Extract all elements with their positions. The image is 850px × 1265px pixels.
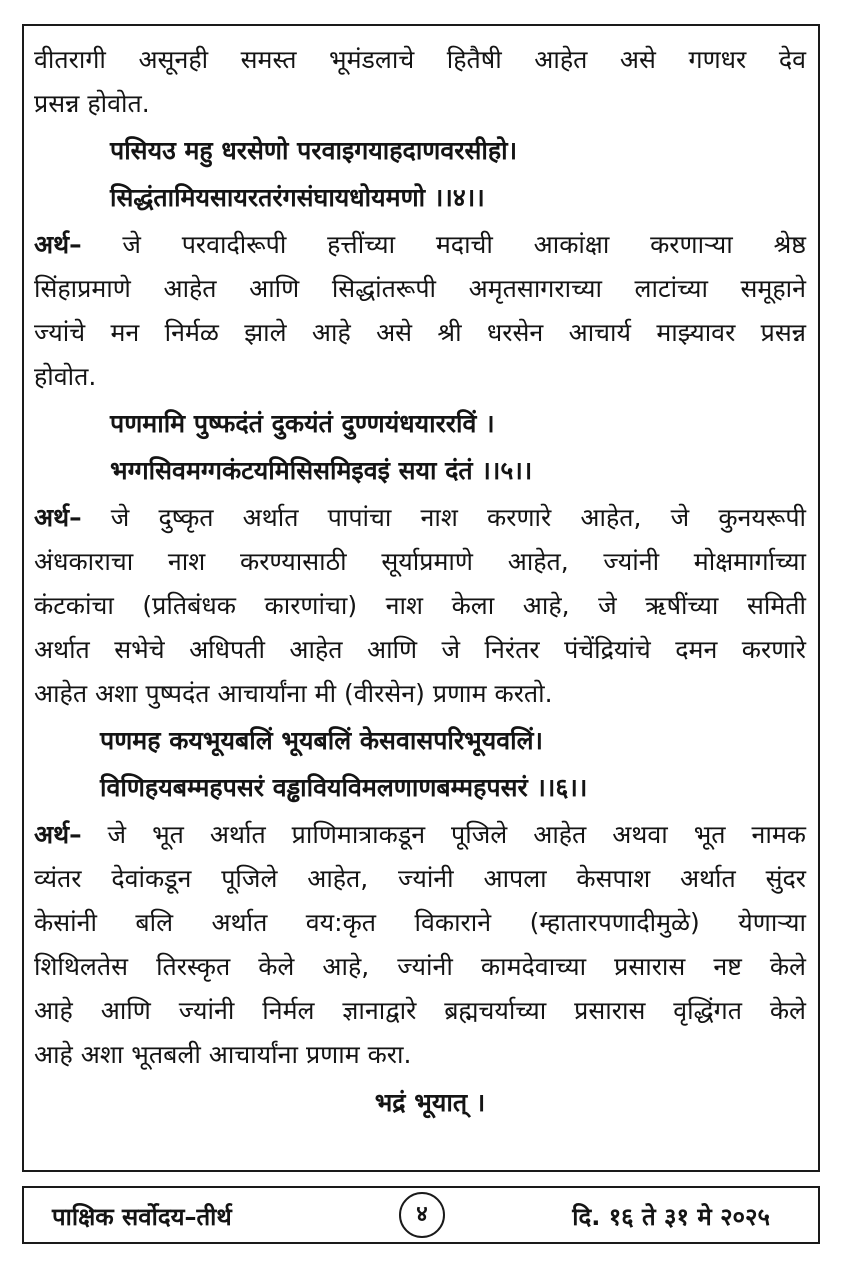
meaning-5-line: कंटकांचा (प्रतिबंधक कारणांचा) नाश केला आहे, जे ऋषींच्या समिती bbox=[34, 591, 806, 620]
verse-6-line-1: पणमह कयभूयबलिं भूयबलिं केसवासपरिभूयवलिं। bbox=[100, 726, 544, 755]
publication-name: पाक्षिक सर्वोदय–तीर्थ bbox=[52, 1203, 232, 1231]
verse-4-line-1: पसियउ महु धरसेणो परवाइगयाहदाणवरसीहो। bbox=[110, 136, 518, 165]
meaning-4-line: होवोत. bbox=[34, 362, 97, 391]
meaning-6-line: आहे अशा भूतबली आचार्यांना प्रणाम करा. bbox=[34, 1040, 412, 1069]
closing-blessing: भद्रं भूयात् । bbox=[374, 1088, 486, 1117]
meaning-4-line: ज्यांचे मन निर्मळ झाले आहे असे श्री धरसेन आचार्य माझ्यावर प्रसन्न bbox=[34, 318, 806, 347]
page-content bbox=[34, 38, 806, 1125]
artha-label: अर्थ– bbox=[34, 503, 82, 532]
meaning-5-line: अर्थ– जे दुष्कृत अर्थात पापांचा नाश करणारे आहेत, जे कुनयरूपी bbox=[34, 503, 806, 532]
verse-4-line-2: सिद्धंतामियसायरतरंगसंघायधोयमणो ।।४।। bbox=[110, 183, 485, 212]
page-number: ४ bbox=[399, 1192, 445, 1238]
verse-5-line-1: पणमामि पुष्फदंतं दुकयंतं दुण्णयंधयाररविं । bbox=[110, 409, 495, 438]
page-footer bbox=[22, 1186, 820, 1244]
verse-5-line-2: भग्गसिवमग्गकंटयमिसिसमिइवइं सया दंतं ।।५।। bbox=[110, 456, 533, 485]
intro-line: प्रसन्न होवोत. bbox=[34, 89, 150, 118]
meaning-6-line: शिथिलतेस तिरस्कृत केले आहे, ज्यांनी कामदेवाच्या प्रसारास नष्ट केले bbox=[34, 952, 806, 981]
artha-label: अर्थ– bbox=[34, 230, 82, 259]
meaning-4-line: अर्थ– जे परवादीरूपी हत्तींच्या मदाची आकांक्षा करणाऱ्या श्रेष्ठ bbox=[34, 230, 806, 259]
meaning-6-line: आहे आणि ज्यांनी निर्मल ज्ञानाद्वारे ब्रह्मचर्याच्या प्रसारास वृद्धिंगत केले bbox=[34, 996, 806, 1025]
meaning-5-line: आहेत अशा पुष्पदंत आचार्यांना मी (वीरसेन) प्रणाम करतो. bbox=[34, 679, 553, 708]
meaning-6-line: अर्थ– जे भूत अर्थात प्राणिमात्राकडून पूजिले आहेत अथवा भूत नामक bbox=[34, 820, 806, 849]
verse-6-line-2: विणिहयबम्महपसरं वड्ढावियविमलणाणबम्महपसरं ।।६।। bbox=[100, 773, 588, 802]
meaning-5-line: अर्थात सभेचे अधिपती आहेत आणि जे निरंतर पंचेंद्रियांचे दमन करणारे bbox=[34, 635, 806, 664]
intro-line: वीतरागी असूनही समस्त भूमंडलाचे हितैषी आहेत असे गणधर देव bbox=[34, 45, 806, 74]
meaning-6-line: व्यंतर देवांकडून पूजिले आहेत, ज्यांनी आपला केसपाश अर्थात सुंदर bbox=[34, 864, 806, 893]
meaning-5-line: अंधकाराचा नाश करण्यासाठी सूर्याप्रमाणे आहेत, ज्यांनी मोक्षमार्गाच्या bbox=[34, 547, 806, 576]
meaning-4-line: सिंहाप्रमाणे आहेत आणि सिद्धांतरूपी अमृतसागराच्या लाटांच्या समूहाने bbox=[34, 274, 806, 303]
meaning-6-line: केसांनी बलि अर्थात वय:कृत विकाराने (म्हातारपणादीमुळे) येणाऱ्या bbox=[34, 908, 806, 937]
issue-date: दि. १६ ते ३१ मे २०२५ bbox=[572, 1203, 770, 1231]
artha-label: अर्थ– bbox=[34, 820, 82, 849]
